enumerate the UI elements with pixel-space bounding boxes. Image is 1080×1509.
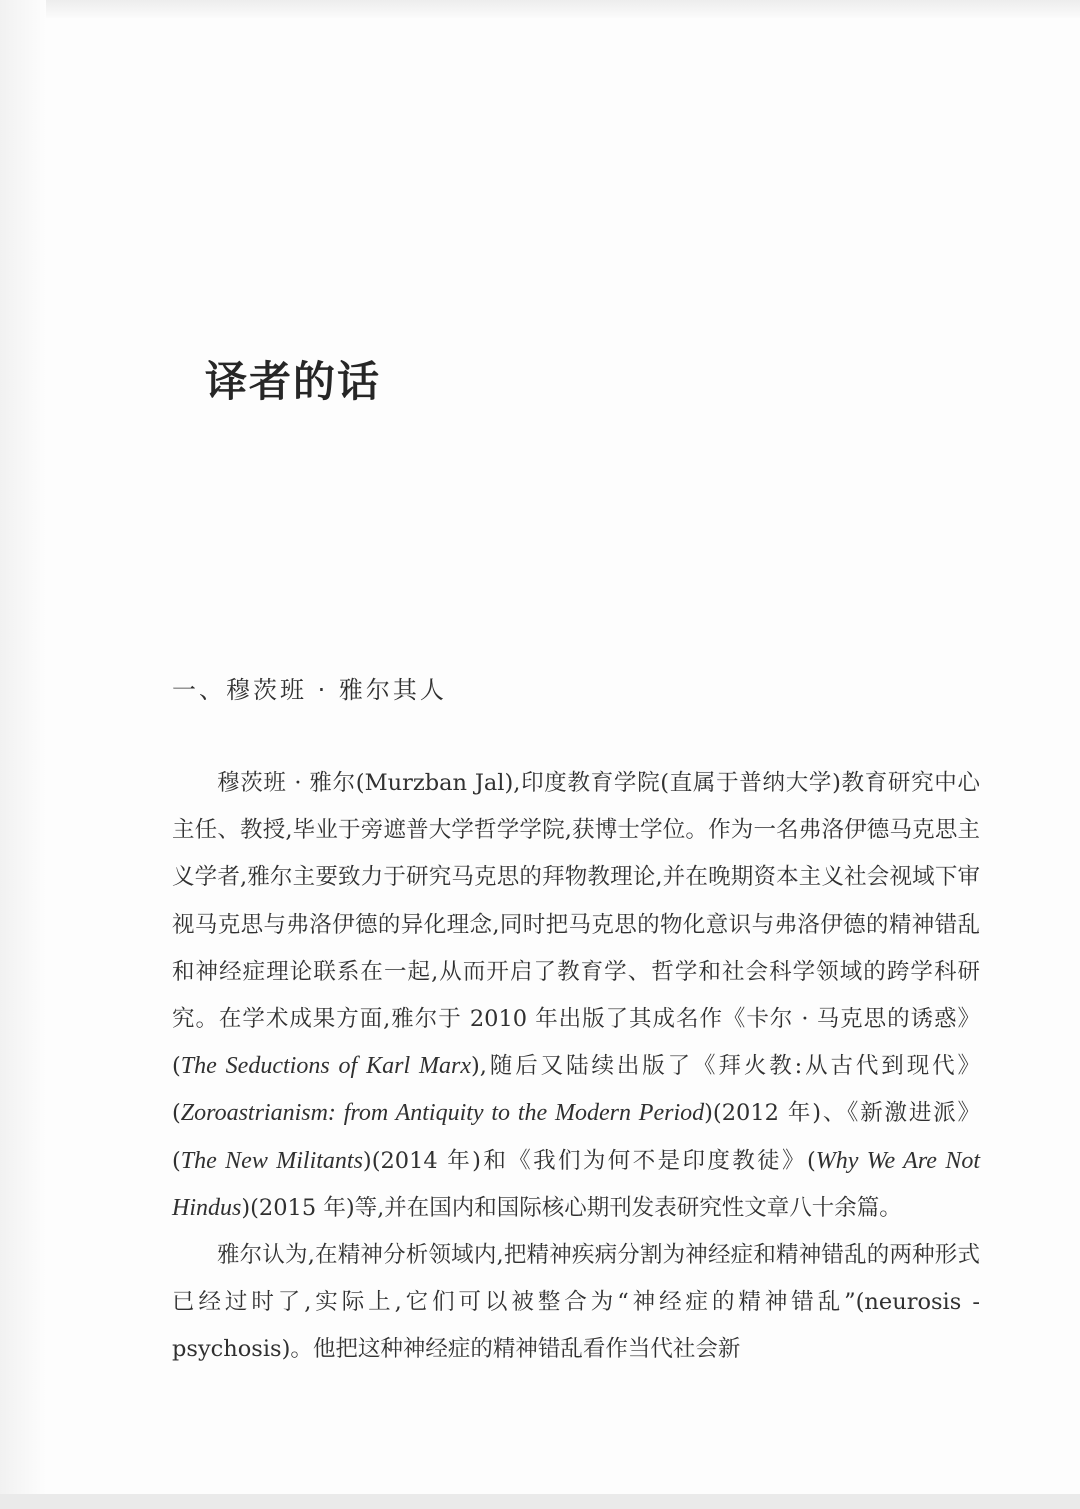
book-title-seductions: The Seductions of Karl Marx bbox=[180, 1053, 472, 1080]
paragraph-1-text-5: )(2015 年)等,并在国内和国际核心期刊发表研究性文章八十余篇。 bbox=[241, 1194, 902, 1221]
paragraph-1-text-2: ),随后又陆续出版了《拜火教:从古代到现代》( bbox=[172, 1053, 980, 1127]
scan-bottom-edge bbox=[0, 1494, 1080, 1509]
paragraph-1 bbox=[172, 760, 980, 1232]
scan-gutter-shadow bbox=[0, 0, 46, 1509]
paragraph-2: 雅尔认为,在精神分析领域内,把精神疾病分割为神经症和精神错乱的两种形式已经过时了,实际上,它们可以被整合为“神经症的精神错乱”(neurosis - psychosis)。他把这种神经症的精神错乱看作当代社会新 bbox=[172, 1242, 980, 1363]
book-title-zoroastrianism: Zoroastrianism: from Antiquity to the Modern Period bbox=[180, 1100, 705, 1127]
paragraph-1-intro: 穆茨班 · 雅尔(Murzban Jal),印度教育学院(直属于普纳大学)教育研究中心主任、教授,毕业于旁遮普大学哲学学院,获博士学位。作为一名弗洛伊德马克思主义学者,雅尔主要致力于研究马克思的拜物教理论,并在晚期资本主义社会视域下审视马克思与弗洛伊德的异化理念,同时把马克思的物化意识与弗洛伊德的精神错乱和神经症理论联系在一起,从而开启了教育学、哲学和社会科学领域的跨学科研究。在学术成果方面,雅尔于 2010 年出版了其成名作《卡尔 · 马克思的诱惑》( bbox=[172, 770, 980, 1080]
book-title-new-militants: The New Militants bbox=[180, 1147, 363, 1174]
paragraph-1-text-3: )(2012 年)、《新激进派》( bbox=[172, 1100, 981, 1174]
scan-top-edge bbox=[0, 0, 1080, 18]
book-title-not-hindus: Why We Are Not Hindus bbox=[172, 1147, 981, 1221]
paragraph-1-text-4: )(2014 年)和《我们为何不是印度教徒》( bbox=[362, 1147, 816, 1174]
body-text bbox=[172, 760, 980, 1374]
chapter-title: 译者的话 bbox=[205, 357, 382, 406]
section-heading: 一、穆茨班 · 雅尔其人 bbox=[172, 676, 447, 704]
